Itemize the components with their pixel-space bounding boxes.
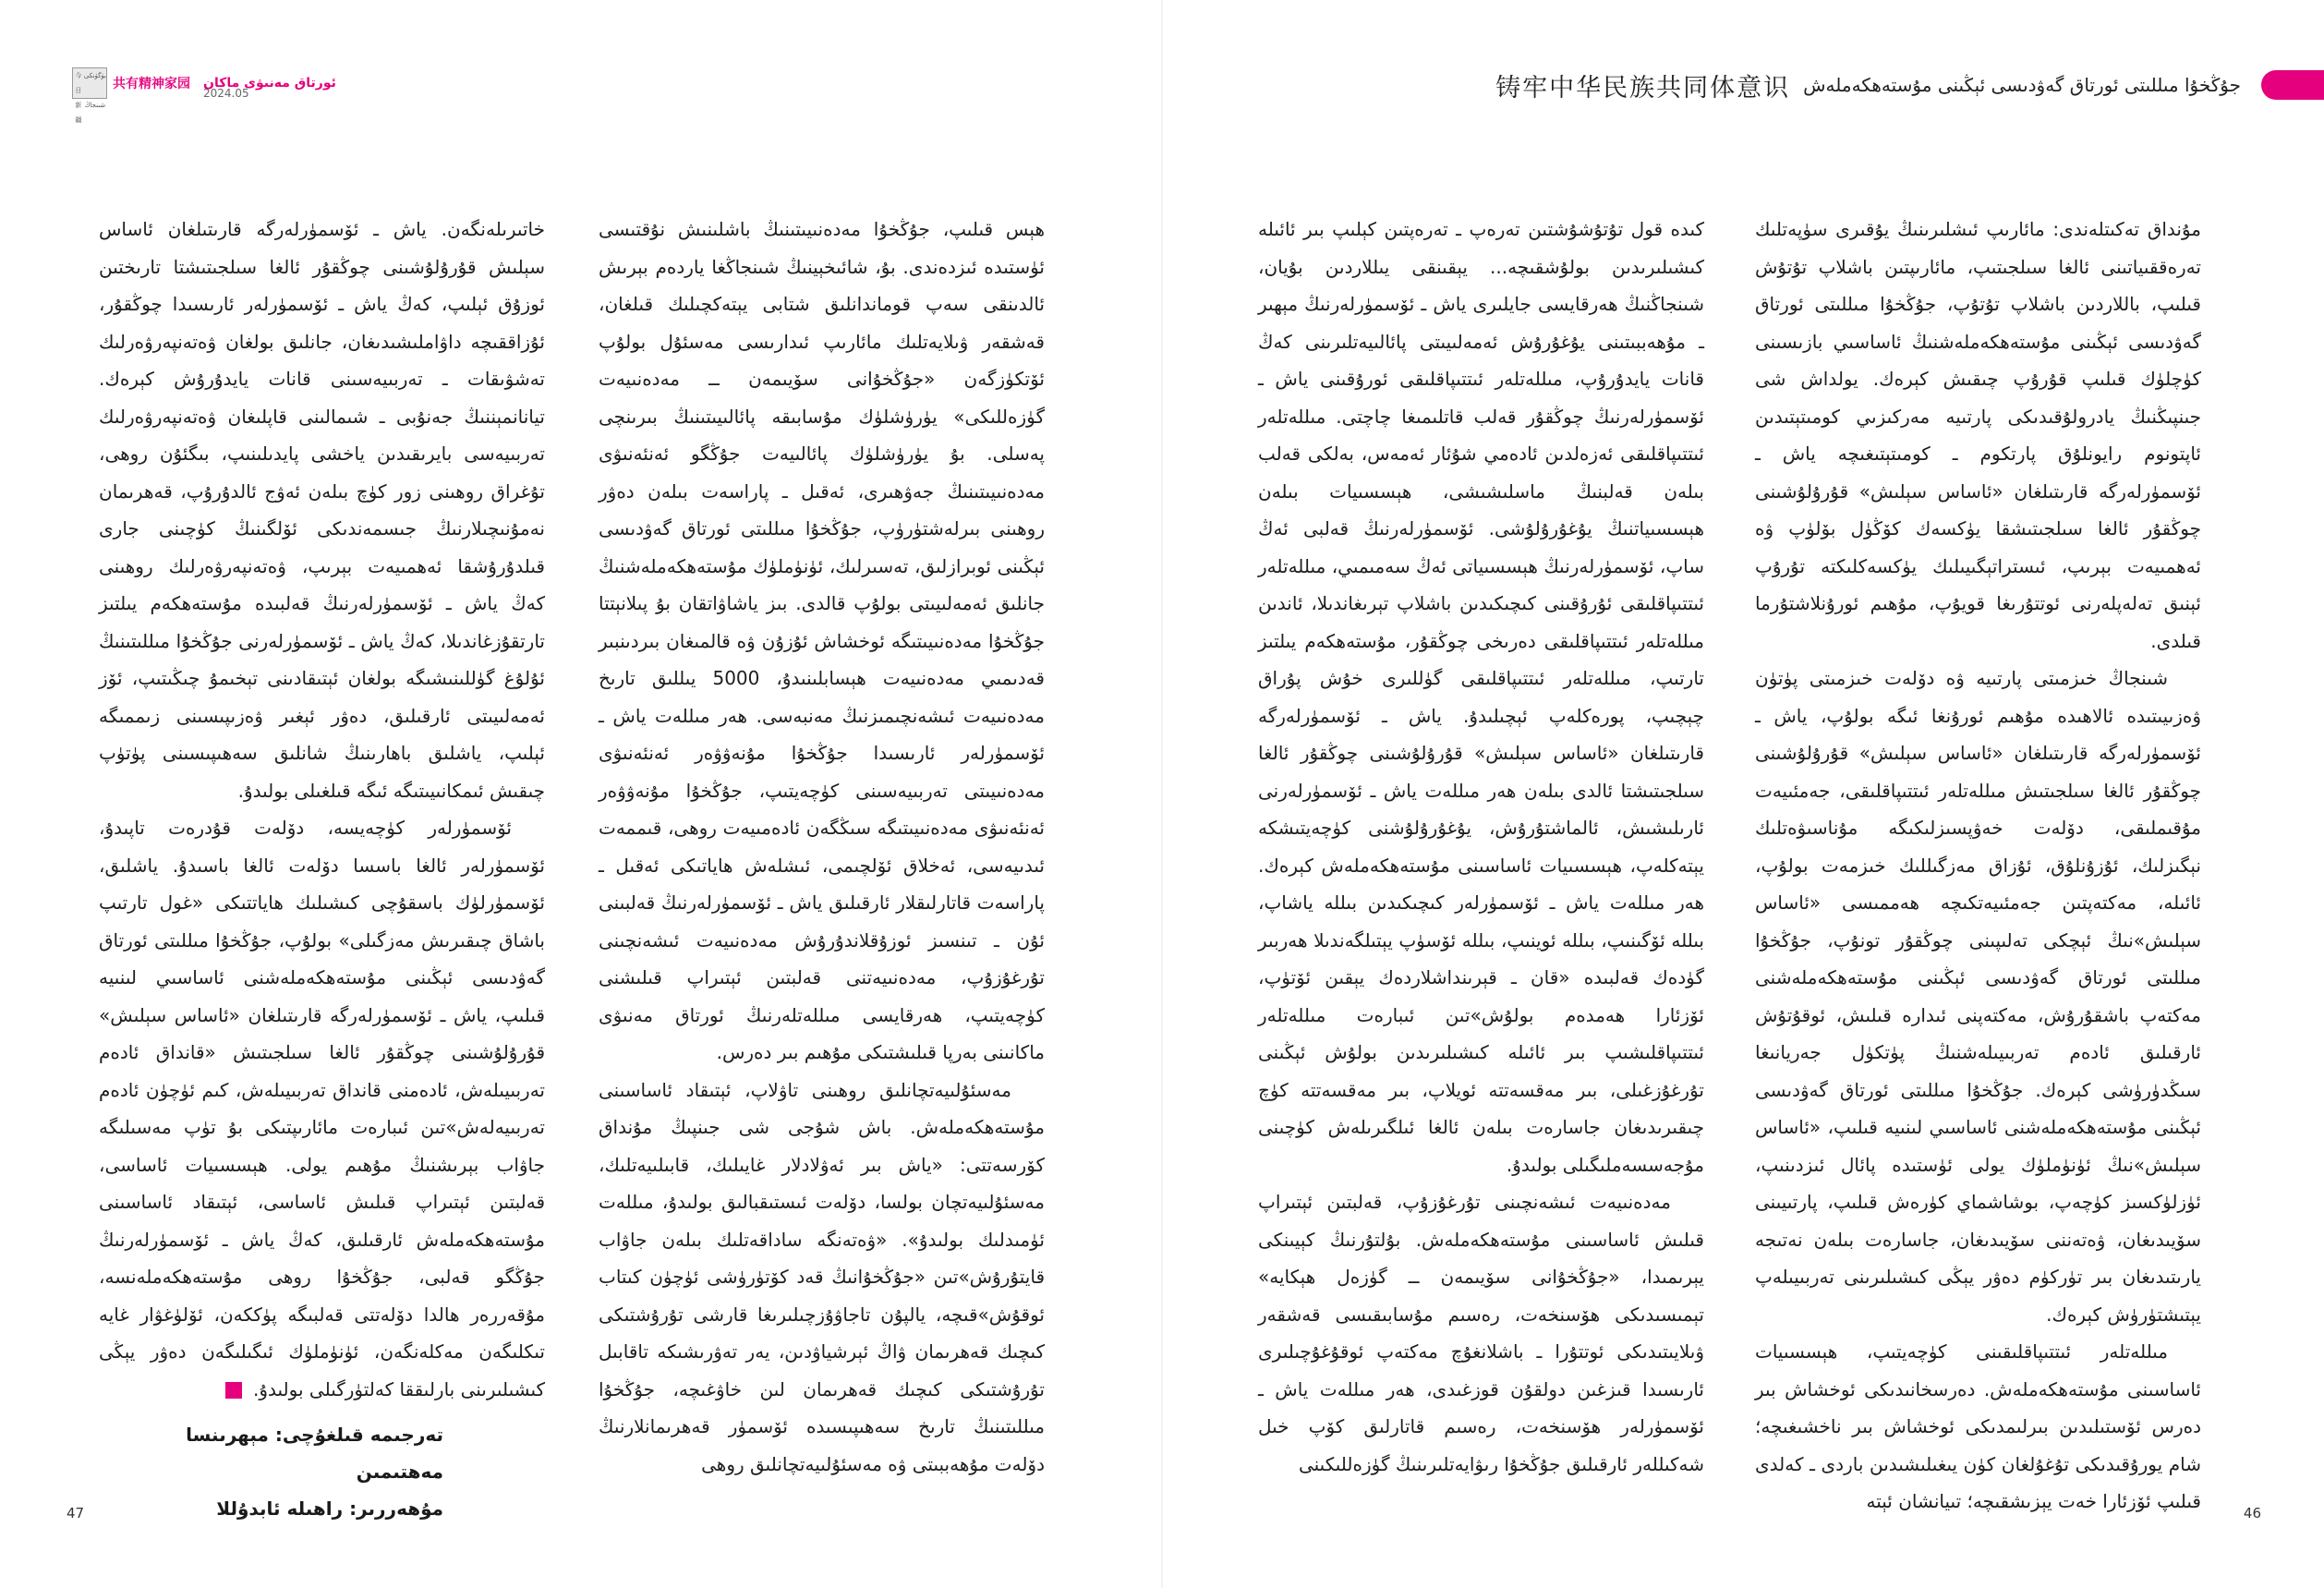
page-number-left: 47 [67,1505,85,1521]
paragraph: ھېس قىلىپ، جۇڭخۇا مەدەنىيىتىنىڭ باشلىنىش نۇقتىسى ئۈستىدە ئىزدەندى. بۇ، شائىخېينىڭ شىنجاڭغا ياردەم بېرىش ئالدىنقى سەپ قوماندانلىق شتابى يېتەكچىلىك قىلغان، قەشقەر ۋىلايەتلىك مائارىپ ئىدارىسى مەسئۇل بولۇپ ئۆتكۈزگەن «جۇڭخۇانى سۆيىمەن ــ مەدەنىيەت گۈزەللىكى» يۈرۈشلۈك مۇسابىقە پائالىيىتىنىڭ بىرىنچى پەسلى. بۇ يۈرۈشلۈك پائالىيەت جۇڭگو ئەنئەنىۋى مەدەنىيىتىنىڭ جەۋھىرى، ئەقىل ـ پاراسەت بىلەن دەۋر روھىنى بىرلەشتۈرۈپ، جۇڭخۇا مىللىتى ئورتاق گەۋدىسى ئېڭىنى ئوبرازلىق، تەسىرلىك، ئۈنۈملۈك مۇستەھكەملەشنىڭ جانلىق ئەمەلىيىتى بولۇپ قالدى. بىز ياشاۋاتقان بۇ پىلانېتتا جۇڭخۇا مەدەنىيىتىگە ئوخشاش ئۇزۇن ۋە قالمىغان بىردىنبىر قەدىمىي مەدەنىيەت ھېسابلىنىدۇ، 5000 يىللىق تارىخ مەدەنىيەت ئىشەنچىمىزنىڭ مەنبەسى. ھەر مىللەت ياش ـ ئۆسمۈرلەر ئارىسىدا جۇڭخۇا مۇنەۋۋەر ئەنئەنىۋى مەدەنىيىتى تەربىيەسىنى كۈچەيتىپ، جۇڭخۇا مۇنەۋۋەر ئەنئەنىۋى مەدەنىيىتىگە سىڭگەن ئادەمىيەت روھى، قىممەت ئىدىيەسى، ئەخلاق ئۆلچىمى، ئىشلەش ھاياتىكى ئەقىل ـ پاراسەت قاتارلىقلار ئارقىلىق ياش ـ ئۆسمۈرلەرنىڭ قەلبىنى ئۇن ـ تىنسىز ئوزۇقلاندۇرۇش مەدەنىيەت ئىشەنچىنى تۇرغۇزۇپ، مەدەنىيەتنى قەلبتىن ئېتىراپ قىلىشنى كۈچەيتىپ، ھەرقايسى مىللەتلەرنىڭ ئورتاق مەنىۋى ماكانىنى بەرپا قىلىشتىكى مۇھىم بىر دەرس. [599,218,1045,1063]
editor-credit: مۇھەررىر: راھىلە ئابدۇللا [216,1497,443,1520]
section-title-chinese: 共有精神家园 [113,77,190,91]
logo-cell: 新疆 [75,102,82,124]
left-page-header [72,61,336,124]
paragraph: شىنجاڭ خىزمىتى پارتىيە ۋە دۆلەت خىزمىتى پۈتۈن ۋەزىيىتىدە ئالاھىدە مۇھىم ئورۇنغا ئىگە بولۇپ، ياش ـ ئۆسمۈرلەرگە قارىتىلغان «ئاساس سېلىش» قۇرۇلۇشىنى چوڭقۇر ئالغا سىلجىتىش مىللەتلەر ئىتتىپاقلىقى، جەمئىيەت مۇقىملىقى، دۆلەت خەۋپسىزلىكىگە مۇناسىۋەتلىك نېگىزلىك، ئۇزۇنلۇق، ئۇزاق مەزگىللىك خىزمەت بولۇپ، ئائىلە، مەكتەپتىن جەمئىيەتكىچە ھەممىسى «ئاساس سېلىش»نىڭ ئېچكى تەلىپىنى چوڭقۇر تونۇپ، جۇڭخۇا مىللىتى ئورتاق گەۋدىسى ئېڭىنى مۇستەھكەملەشنى مەكتەپ باشقۇرۇش، مەكتەپنى ئىدارە قىلىش، ئوقۇتۇش ئارقىلىق ئادەم تەربىيىلەشنىڭ پۈتكۈل جەريانىغا سىڭدۈرۈشى كېرەك. جۇڭخۇا مىللىتى ئورتاق گەۋدىسى ئېڭىنى مۇستەھكەملەشنى ئاساسىي لىنىيە قىلىپ، «ئاساس سېلىش»نىڭ ئۈنۈملۈك يولى ئۈستىدە پائال ئىزدىنىپ، ئۈزلۈكسىز كۈچەپ، بوشاشماي كۈرەش قىلىپ، پارتىيىنى سۆيىدىغان، ۋەتەننى سۆيىدىغان، جاسارەت بىلەن نەتىجە يارىتىدىغان بىر تۈركۈم دەۋر يېڭى كىشىلىرىنى تەربىيىلەپ يېتىشتۈرۈش كېرەك. [1755,667,2201,1326]
text-column-1 [1755,211,2201,1512]
article-credits [99,1416,545,1527]
article-end-mark: J [225,1382,242,1399]
right-page-header [1495,65,2324,105]
logo-cell: بۈگۈنكى [83,72,106,79]
page-number-right: 46 [2243,1505,2261,1521]
logo-cell: 今日 [75,72,82,94]
issue-date: 2024.05 [203,87,249,100]
translator-credit: تەرجىمە قىلغۇچى: مېھرىنسا مەھتىمىن [186,1424,443,1483]
paragraph: مىللەتلەر ئىتتىپاقلىقىنى كۈچەيتىپ، ھېسسىيات ئاساسىنى مۇستەھكەملەش. دەرسخانىدىكى ئوخشاش بىر دەرس ئۆستىلىدىن بىرلىمدىكى ئوخشاش بىر ناخشىغىچە؛ شام يورۇقىدىكى تۇغۇلغان كۈن يىغىلىشىدىن باردى ـ كەلدى قىلىپ ئۆزئارا خەت يېزىشقىچە؛ تىيانشان ئېتە [1755,1340,2201,1512]
paragraph-text: ئۆسمۈرلەر كۈچەيسە، دۆلەت قۇدرەت تاپىدۇ، ئۆسمۈرلەر ئالغا باسسا دۆلەت ئالغا باسىدۇ. ياشلىق، ئۆسمۈرلۈك باسقۇچى كىشىلىك ھاياتتىكى «غول تارتىپ باشاق چىقىرىش مەزگىلى» بولۇپ، جۇڭخۇا مىللىتى ئورتاق گەۋدىسى ئېڭىنى مۇستەھكەملەشنى ئاساسىي لىنىيە قىلىپ، ياش ـ ئۆسمۈرلەرگە قارىتىلغان «ئاساس سېلىش» قۇرۇلۇشىنى چوڭقۇر ئالغا سىلجىتىش «قانداق ئادەم تەربىيىلەش، ئادەمنى قانداق تەربىيىلەش، كىم ئۈچۈن ئادەم تەربىيەلەش»تىن ئىبارەت مائارىپتىكى بۇ تۈپ مەسىلىگە جاۋاب بېرىشنىڭ مۇھىم يولى. ھېسسىيات ئاساسى، قەلبتىن ئېتىراپ قىلىش ئاساسى، ئېتىقاد ئاساسىنى مۇستەھكەملەش ئارقىلىق، كەڭ ياش ـ ئۆسمۈرلەرنىڭ جۇڭگو قەلبى، جۇڭخۇا روھى مۇستەھكەملەنسە، مۇقەررەر ھالدا دۆلەتتى قەلبىگە پۈككەن، ئۆلۈغۋار غايە تىكلىگەن مەكلەنگەن، ئۈنۈملۈك ئىگىلىگەن دەۋر يېڭى كىشىلىرىنى بارلىققا كەلتۈرگىلى بولىدۇ. [99,817,545,1400]
magazine-logo [72,67,107,124]
paragraph: مەسئۇلىيەتچانلىق روھىنى تاۋلاپ، ئېتىقاد ئاساسىنى مۇستەھكەملەش. باش شۇجى شى جىنپىڭ مۇنداق كۆرسەتتى: «ياش بىر ئەۋلادلار غايىلىك، قابىلىيەتلىك، مەسئۇلىيەتچان بولسا، دۆلەت ئىستىقبالىق بولىدۇ، مىللەت ئۈمىدلىك بولىدۇ». «ۋەتەنگە ساداقەتلىك بىلەن جاۋاب قايتۇرۇش»تىن «جۇڭخۇانىڭ قەد كۆتۈرۈشى ئۈچۈن كىتاب ئوقۇش»قىچە، يالپۇن تاجاۋۇزچىلىرىغا قارشى تۇرۇشتىكى كىچىك قەھرىمان ۋاڭ ئېرشياۋدىن، يەر تەۋرىشىكە تاقابىل تۇرۇشتىكى كىچىك قەھرىمان لىن خاۋغىچە، جۇڭخۇا مىللىتىنىڭ تارىخ سەھىپىسىدە ئۆسمۈر قەھرىمانلارنىڭ دۆلەت مۇھەببىتى ۋە مەسئۇلىيەتچانلىق روھى [599,1078,1045,1475]
paragraph [99,809,545,1408]
text-column-2 [1258,211,1704,1495]
column-title-chinese: 铸牢中华民族共同体意识 [1495,73,1791,103]
text-column-4 [99,211,545,1412]
paragraph: مۇنداق تەكىتلەندى: مائارىپ ئىشلىرىنىڭ يۇقىرى سۈپەتلىك تەرەققىياتىنى ئالغا سىلجىتىپ، مائارىپتىن باشلاپ تۇتۇش قىلىپ، باللاردىن باشلاپ تۇتۇپ، جۇڭخۇا مىللىتى ئورتاق گەۋدىسى ئېڭىنى مۇستەھكەملەشنىڭ ئاساسىي بازىسىنى كۈچلۈك قىلىپ قۇرۇپ چىقىش كېرەك. يولداش شى جىنپىڭنىڭ يادرولۇقىدىكى پارتىيە مەركىزىي كومىتېتىدىن ئاپتونوم رايونلۇق پارتكوم ـ كومىتېتىغىچە ياش ـ ئۆسمۈرلەرگە قارىتىلغان «ئاساس سېلىش» قۇرۇلۇشىنى چوڭقۇر ئالغا سىلجىتىشقا يۈكسەك كۆڭۈل بۆلۈپ ۋە ئەھمىيەت بېرىپ، ئىستراتېگىيىلىك يۈكسەكلىكتە تۇرۇپ ئېنىق تەلەپلەرنى ئوتتۇرىغا قويۇپ، مۇھىم ئورۇنلاشتۇرما قىلدى. [1755,218,2201,652]
text-column-3 [599,211,1045,1495]
logo-cell: شىنجاڭ [84,102,106,109]
section-title-uyghur: ئورتاق مەنىۋى ماكان [203,76,336,91]
page-gutter [1161,0,1163,1588]
paragraph: كىدە قول تۇتۇشۇشتىن تەرەپ ـ تەرەپتىن كېلىپ بىر ئائىلە كىشىلىرىدىن بولۇشقىچە... يېقىنقى يىللاردىن بۇيان، شىنجاڭنىڭ ھەرقايسى جايلىرى ياش ـ ئۆسمۈرلەرنىڭ مېھىر ـ مۇھەببىتىنى يۇغۇرۇش ئەمەلىيىتى پائالىيەتلىرىنى كەڭ قانات يايدۇرۇپ، مىللەتلەر ئىتتىپاقلىقى ئورۇقىنى ياش ـ ئۆسمۈرلەرنىڭ چوڭقۇر قەلب قاتلىمىغا چاچتى. مىللەتلەر ئىتتىپاقلىقى ئەزەلدىن ئادەمي شۇئار ئەمەس، بەلكى قەلب بىلەن قەلبنىڭ ماسلىشىشى، ھېسسىيات بىلەن ھېسسىياتنىڭ يۇغۇرۇلۇشى. ئۆسمۈرلەرنىڭ قەلبى ئەڭ ساپ، ئۆسمۈرلەرنىڭ ھېسسىياتى ئەڭ سەمىمىي، مىللەتلەر ئىتتىپاقلىقى ئۇرۇقىنى كىچىكىدىن باشلاپ تېرىغاندىلا، ئاندىن مىللەتلەر ئىتتىپاقلىقى دەرىخى چوڭقۇر، مۇستەھكەم يىلتىز تارتىپ، مىللەتلەر ئىتتىپاقلىقى گۈللىرى خۇش پۇراق چېچىپ، پورەكلەپ ئېچىلىدۇ. ياش ـ ئۆسمۈرلەرگە قارىتىلغان «ئاساس سېلىش» قۇرۇلۇشىنى چوڭقۇر ئالغا سىلجىتىشتا ئالدى بىلەن ھەر مىللەت ياش ـ ئۆسمۈرلەرنى ئارىلىشىش، ئالماشتۇرۇش، يۇغۇرۇلۇشنى كۈچەيتىشكە يېتەكلەپ، ھېسسىيات ئاساسىنى مۇستەھكەملەش كېرەك. ھەر مىللەت ياش ـ ئۆسمۈرلەر كىچىكىدىن بىللە ياشاپ، بىللە ئۆگىنىپ، بىللە ئوينىپ، بىللە ئۆسۈپ يېتىلگەندىلا ھەربىر گۈدەك قەلبىدە «قان ـ قېرىنداشلاردەك يېقىن ئۆتۈپ، ئۆزئارا ھەمدەم بولۇش»تىن ئىبارەت مىللەتلەر ئىتتىپاقلىشىپ بىر ئائىلە كىشىلىرىدىن بولۇش ئېڭىنى تۇرغۇزغىلى، بىر مەقسەتتە ئويلاپ، بىر مەقسەتتە كۈچ چىقىرىدىغان جاسارەت بىلەن ئالغا ئىلگىرىلەش كۈچىنى مۇجەسسەملىگىلى بولىدۇ. [1258,218,1704,1176]
section-color-tab [2261,70,2324,100]
paragraph: مەدەنىيەت ئىشەنچىنى تۇرغۇزۇپ، قەلبتىن ئېتىراپ قىلىش ئاساسىنى مۇستەھكەملەش. بۇلتۇرنىڭ كېيىنكى يېرىمىدا، «جۇڭخۇانى سۆيىمەن ــ گۈزەل ھېكايە» تېمىسىدىكى ھۆسنخەت، رەسىم مۇسابىقىسى قەشقەر ۋىلايىتىدىكى ئوتتۇرا ـ باشلانغۇچ مەكتەپ ئوقۇغۇچىلىرى ئارىسىدا قىزغىن دولقۇن قوزغىدى، ھەر مىللەت ياش ـ ئۆسمۈرلەر ھۆسنخەت، رەسىم قاتارلىق كۆپ خىل شەكىللەر ئارقىلىق جۇڭخۇا رىۋايەتلىرىنىڭ گۈزەللىكىنى [1258,1191,1704,1475]
column-title-uyghur: جۇڭخۇا مىللىتى ئورتاق گەۋدىسى ئېڭىنى مۇستەھكەملەش [1803,74,2241,96]
paragraph: خاتىرىلەنگەن. ياش ـ ئۆسمۈرلەرگە قارىتىلغان ئاساس سېلىش قۇرۇلۇشىنى چوڭقۇر ئالغا سىلجىتىشتا تارىختىن ئوزۇق ئېلىپ، كەڭ ياش ـ ئۆسمۈرلەر ئارىسىدا چوڭقۇر، ئۇزاققىچە داۋاملىشىدىغان، جانلىق بولغان ۋەتەنپەرۋەرلىك تەشۋىقات ـ تەربىيەسىنى قانات يايدۇرۇش كېرەك. تيانانمېننىڭ جەنۇبى ـ شىمالىنى قاپلىغان ۋەتەنپەرۋەرلىك تەربىيەسى بايرىقىدىن ياخشى پايدىلىنىپ، بىگئۇن روھى، تۇغراق روھىنى زور كۈچ بىلەن ئەۋج ئالدۇرۇپ، قەھرىمان نەمۇنىچىلارنىڭ جىسمەندىكى ئۆلگىنىڭ كۈچىنى جارى قىلدۇرۇشقا ئەھمىيەت بېرىپ، ۋەتەنپەرۋەرلىك روھىنى كەڭ ياش ـ ئۆسمۈرلەرنىڭ قەلبىدە مۇستەھكەم يىلتىز تارتقۇزغاندىلا، كەڭ ياش ـ ئۆسمۈرلەرنى جۇڭخۇا مىللىتىنىڭ ئۇلۇغ گۈللىنىشىگە بولغان ئېتىقادىنى تېخىمۇ چىڭىتىپ، ئۆز ئەمەلىيىتى ئارقىلىق، دەۋر ئېغىر ۋەزىپىسىنى زىممىگە ئېلىپ، ياشلىق باھارىنىڭ شانلىق سەھىپىسىنى پۈتۈپ چىقىش ئىمكانىيىتىگە ئىگە قىلغىلى بولىدۇ. [99,218,545,802]
